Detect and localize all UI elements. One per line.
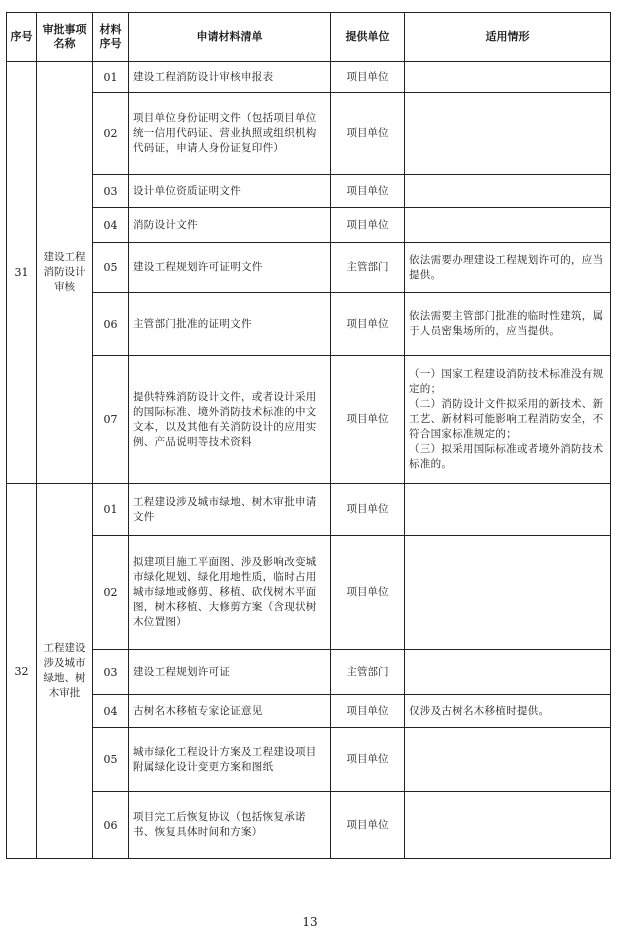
provider-text: 项目单位: [331, 62, 405, 93]
table-row: [7, 792, 611, 859]
material-text: 建设工程规划许可证: [129, 650, 331, 695]
material-text: 建设工程规划许可证明文件: [129, 243, 331, 293]
material-no: 07: [93, 356, 129, 484]
condition-text: [405, 175, 611, 208]
header-seq: 序号: [7, 13, 37, 62]
material-no: 04: [93, 695, 129, 728]
header-material-seq: 材料序号: [93, 13, 129, 62]
table-row: [7, 175, 611, 208]
material-no: 02: [93, 536, 129, 650]
table-row: [7, 356, 611, 484]
material-no: 02: [93, 93, 129, 175]
provider-text: 项目单位: [331, 293, 405, 356]
condition-text: [405, 650, 611, 695]
provider-text: 项目单位: [331, 728, 405, 792]
material-no: 06: [93, 293, 129, 356]
provider-text: 项目单位: [331, 484, 405, 536]
provider-text: 项目单位: [331, 208, 405, 243]
provider-text: 项目单位: [331, 536, 405, 650]
condition-text: 依法需要主管部门批准的临时性建筑，属于人员密集场所的，应当提供。: [405, 293, 611, 356]
material-text: 城市绿化工程设计方案及工程建设项目附属绿化设计变更方案和图纸: [129, 728, 331, 792]
condition-text: 依法需要办理建设工程规划许可的，应当提供。: [405, 243, 611, 293]
table-row: [7, 484, 611, 536]
header-provider: 提供单位: [331, 13, 405, 62]
provider-text: 项目单位: [331, 356, 405, 484]
material-text: 拟建项目施工平面图、涉及影响改变城市绿化规划、绿化用地性质，临时占用城市绿地或修剪、移植、砍伐树木平面图，树木移植、大修剪方案（含现状树木位置图）: [129, 536, 331, 650]
material-text: 主管部门批准的证明文件: [129, 293, 331, 356]
table-row: [7, 93, 611, 175]
group-seq: 32: [7, 484, 37, 859]
table-row: [7, 208, 611, 243]
material-text: 项目完工后恢复协议（包括恢复承诺书、恢复具体时间和方案）: [129, 792, 331, 859]
material-no: 03: [93, 175, 129, 208]
condition-text: [405, 792, 611, 859]
material-no: 05: [93, 243, 129, 293]
material-text: 建设工程消防设计审核申报表: [129, 62, 331, 93]
page-number: 13: [302, 915, 318, 929]
condition-text: 仅涉及古树名木移植时提供。: [405, 695, 611, 728]
material-text: 古树名木移植专家论证意见: [129, 695, 331, 728]
material-no: 04: [93, 208, 129, 243]
material-no: 01: [93, 484, 129, 536]
provider-text: 项目单位: [331, 93, 405, 175]
material-text: 项目单位身份证明文件（包括项目单位统一信用代码证、营业执照或组织机构代码证，申请人身份证复印件）: [129, 93, 331, 175]
group-name: 建设工程消防设计审核: [37, 62, 93, 484]
materials-table: [6, 12, 611, 859]
material-text: 提供特殊消防设计文件，或者设计采用的国际标准、境外消防技术标准的中文文本，以及其他有关消防设计的应用实例、产品说明等技术资料: [129, 356, 331, 484]
condition-text: [405, 93, 611, 175]
table-row: [7, 293, 611, 356]
provider-text: 项目单位: [331, 792, 405, 859]
group-seq: 31: [7, 62, 37, 484]
table-row: [7, 695, 611, 728]
group-name: 工程建设涉及城市绿地、树木审批: [37, 484, 93, 859]
material-no: 05: [93, 728, 129, 792]
condition-text: [405, 536, 611, 650]
table-row: [7, 728, 611, 792]
condition-text: [405, 62, 611, 93]
condition-text: [405, 728, 611, 792]
condition-text: [405, 208, 611, 243]
material-no: 01: [93, 62, 129, 93]
condition-text: [405, 484, 611, 536]
material-no: 03: [93, 650, 129, 695]
table-row: [7, 243, 611, 293]
header-conditions: 适用情形: [405, 13, 611, 62]
table-row: [7, 650, 611, 695]
table-row: [7, 536, 611, 650]
material-text: 工程建设涉及城市绿地、树木审批申请文件: [129, 484, 331, 536]
header-item-name: 审批事项名称: [37, 13, 93, 62]
table-row: [7, 62, 611, 93]
provider-text: 项目单位: [331, 175, 405, 208]
provider-text: 主管部门: [331, 650, 405, 695]
material-text: 设计单位资质证明文件: [129, 175, 331, 208]
material-text: 消防设计文件: [129, 208, 331, 243]
provider-text: 项目单位: [331, 695, 405, 728]
header-materials: 申请材料清单: [129, 13, 331, 62]
material-no: 06: [93, 792, 129, 859]
header-row: [7, 13, 611, 62]
provider-text: 主管部门: [331, 243, 405, 293]
condition-text: （一）国家工程建设消防技术标准没有规定的； （二）消防设计文件拟采用的新技术、新工艺、新材料可能影响工程消防安全，不符合国家标准规定的； （三）拟采用国际标准或者境外消防技术标准的。: [405, 356, 611, 484]
